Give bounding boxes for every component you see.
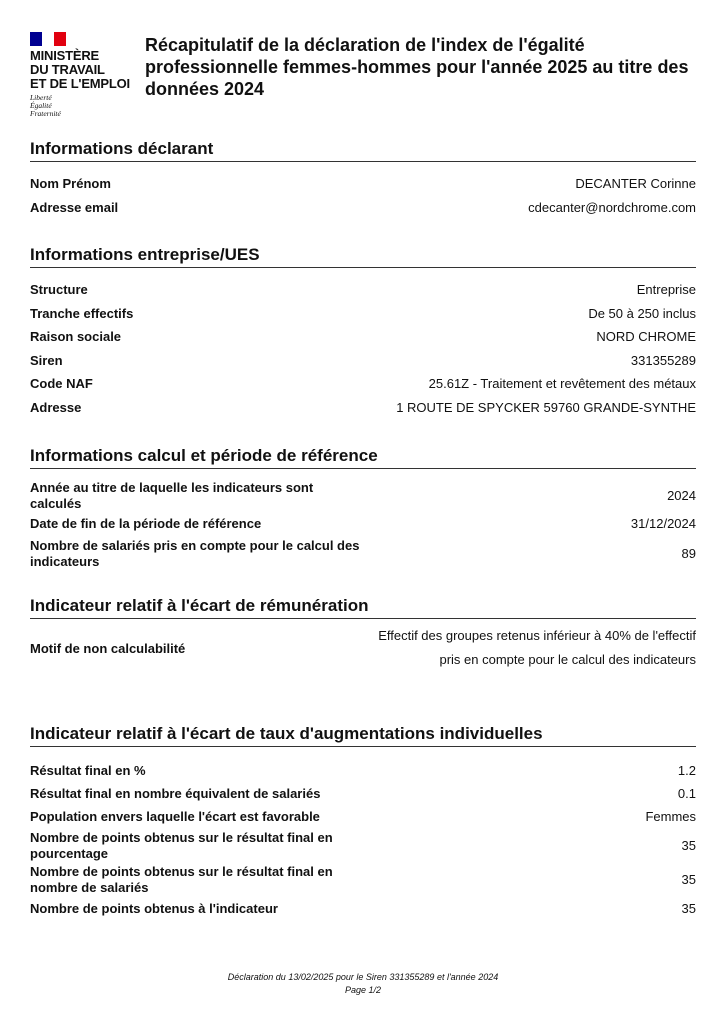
section-title: Informations entreprise/UES <box>30 245 696 268</box>
field-value: 31/12/2024 <box>630 516 696 531</box>
field-label: Résultat final en % <box>30 763 146 778</box>
page-footer <box>0 971 726 997</box>
field-value: 35 <box>681 872 696 887</box>
field-label: Année au titre de laquelle les indicateurs sont calculés <box>30 480 314 511</box>
info-row <box>30 786 696 802</box>
section-entreprise <box>30 245 696 425</box>
field-label: Adresse <box>30 400 82 415</box>
field-label: Nom Prénom <box>30 176 111 191</box>
info-row <box>30 538 696 570</box>
info-row <box>30 901 696 917</box>
field-value: Femmes <box>645 809 696 824</box>
info-row <box>30 400 696 416</box>
section-remuneration <box>30 596 696 706</box>
info-row <box>30 376 696 392</box>
field-value: 25.61Z - Traitement et revêtement des métaux <box>428 376 696 391</box>
info-row <box>30 329 696 345</box>
section-augmentations <box>30 724 696 924</box>
field-value: 0.1 <box>677 786 696 801</box>
field-value: Entreprise <box>636 282 696 297</box>
field-value: 2024 <box>667 488 696 503</box>
field-label: Motif de non calculabilité <box>30 641 186 656</box>
field-value: 35 <box>681 901 696 916</box>
info-row <box>30 516 696 532</box>
field-label: Tranche effectifs <box>30 306 134 321</box>
document-title: Récapitulatif de la déclaration de l'index de l'égalité professionnelle femmes-hommes pour l'année 2025 au titre des données 2024 <box>145 35 689 99</box>
republic-motto: Liberté Égalité Fraternité <box>30 93 61 118</box>
ministry-name: MINISTÈRE DU TRAVAIL ET DE L'EMPLOI <box>30 48 130 91</box>
field-value: 89 <box>681 546 696 561</box>
field-value: cdecanter@nordchrome.com <box>528 200 696 215</box>
field-value: 1 ROUTE DE SPYCKER 59760 GRANDE-SYNTHE <box>396 400 696 415</box>
info-row <box>30 176 696 192</box>
field-label: Structure <box>30 282 88 297</box>
info-row <box>30 864 696 896</box>
field-value: DECANTER Corinne <box>575 176 696 191</box>
field-label: Résultat final en nombre équivalent de salariés <box>30 786 321 801</box>
info-row <box>30 830 696 862</box>
field-label: Nombre de salariés pris en compte pour le calcul des indicateurs <box>30 538 360 569</box>
declaration-note: Déclaration du 13/02/2025 pour le Siren 331355289 et l'année 2024 <box>227 972 499 982</box>
field-value: Effectif des groupes retenus inférieur à 40% de l'effectif pris en compte pour le calcul des indicateurs <box>378 628 696 667</box>
field-value: 331355289 <box>630 353 696 368</box>
field-label: Nombre de points obtenus sur le résultat final en pourcentage <box>30 830 333 861</box>
field-label: Nombre de points obtenus à l'indicateur <box>30 901 278 916</box>
info-row <box>30 306 696 322</box>
field-label: Nombre de points obtenus sur le résultat final en nombre de salariés <box>30 864 333 895</box>
field-value: NORD CHROME <box>596 329 696 344</box>
section-declarant <box>30 139 696 229</box>
field-label: Raison sociale <box>30 329 122 344</box>
info-row <box>30 626 696 672</box>
french-flag-icon <box>30 32 66 46</box>
page-number: Page 1/2 <box>344 985 382 995</box>
field-label: Siren <box>30 353 63 368</box>
info-row <box>30 763 696 779</box>
section-title: Indicateur relatif à l'écart de rémunération <box>30 596 696 619</box>
section-title: Informations déclarant <box>30 139 696 162</box>
info-row <box>30 353 696 369</box>
field-value: 35 <box>681 838 696 853</box>
field-label: Date de fin de la période de référence <box>30 516 262 531</box>
field-label: Code NAF <box>30 376 93 391</box>
ministry-logo <box>30 32 140 118</box>
info-row <box>30 282 696 298</box>
field-value: 1.2 <box>677 763 696 778</box>
section-title: Informations calcul et période de référence <box>30 446 696 469</box>
section-title: Indicateur relatif à l'écart de taux d'augmentations individuelles <box>30 724 696 747</box>
info-row <box>30 200 696 216</box>
field-label: Adresse email <box>30 200 119 215</box>
section-calcul <box>30 446 696 576</box>
field-value: De 50 à 250 inclus <box>588 306 696 321</box>
field-label: Population envers laquelle l'écart est favorable <box>30 809 320 824</box>
info-row <box>30 480 696 512</box>
info-row <box>30 809 696 825</box>
